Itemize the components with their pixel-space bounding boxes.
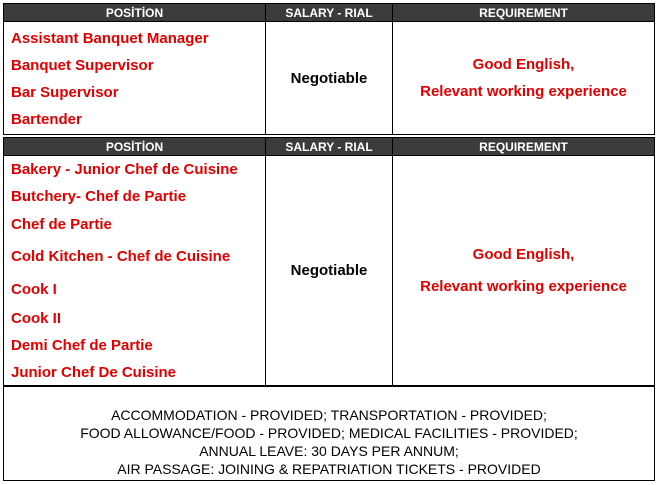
position-list (4, 156, 265, 386)
requirement-text (420, 51, 627, 105)
position-header: POSİTİON (4, 138, 266, 155)
salary-cell (266, 22, 393, 134)
position-item: Assistant Banquet Manager (11, 30, 209, 47)
benefits-line: FOOD ALLOWANCE/FOOD - PROVIDED; MEDICAL FACILITIES - PROVIDED; (80, 425, 578, 441)
position-item: Bartender (11, 111, 82, 128)
table-1-header (3, 3, 655, 22)
requirement-text (420, 239, 627, 303)
position-header: POSİTİON (4, 4, 266, 21)
position-item: Bar Supervisor (11, 84, 119, 101)
position-item: Cold Kitchen - Chef de Cuisine (11, 248, 231, 265)
position-item: Chef de Partie (11, 216, 112, 233)
requirement-header: REQUIREMENT (479, 140, 568, 154)
table-2-header (3, 137, 655, 156)
position-cell (4, 22, 266, 134)
position-item: Butchery- Chef de Partie (11, 188, 187, 205)
benefits-line: ACCOMMODATION - PROVIDED; TRANSPORTATION - PROVIDED; (111, 407, 547, 423)
salary-header: SALARY - RIAL (266, 4, 393, 21)
table-1 (3, 3, 655, 135)
requirement-cell (393, 22, 654, 134)
requirement-header: REQUIREMENT (479, 6, 568, 20)
benefits-line: AIR PASSAGE: JOINING & REPATRIATION TICKETS - PROVIDED (117, 461, 541, 477)
table-2 (3, 137, 655, 386)
requirement-line: Relevant working experience (420, 277, 627, 295)
requirement-line: Good English, (472, 245, 575, 263)
table-1-body (3, 22, 655, 135)
salary-cell (266, 156, 393, 385)
salary-header: SALARY - RIAL (266, 138, 393, 155)
position-item: Bakery - Junior Chef de Cuisine (11, 161, 238, 178)
position-item: Junior Chef De Cuisine (11, 364, 177, 381)
benefits-footer (3, 386, 655, 481)
requirement-line: Good English, (472, 56, 575, 73)
requirement-line: Relevant working experience (420, 83, 627, 100)
position-item: Banquet Supervisor (11, 57, 154, 74)
position-item: Cook II (11, 310, 62, 327)
salary-value: Negotiable (290, 262, 368, 279)
position-item: Demi Chef de Partie (11, 337, 153, 354)
position-list (4, 25, 265, 133)
salary-value: Negotiable (290, 69, 368, 87)
table-2-body (3, 156, 655, 386)
requirement-cell (393, 156, 654, 385)
position-cell (4, 156, 266, 385)
benefits-line: ANNUAL LEAVE: 30 DAYS PER ANNUM; (199, 443, 459, 459)
position-item: Cook I (11, 281, 57, 298)
